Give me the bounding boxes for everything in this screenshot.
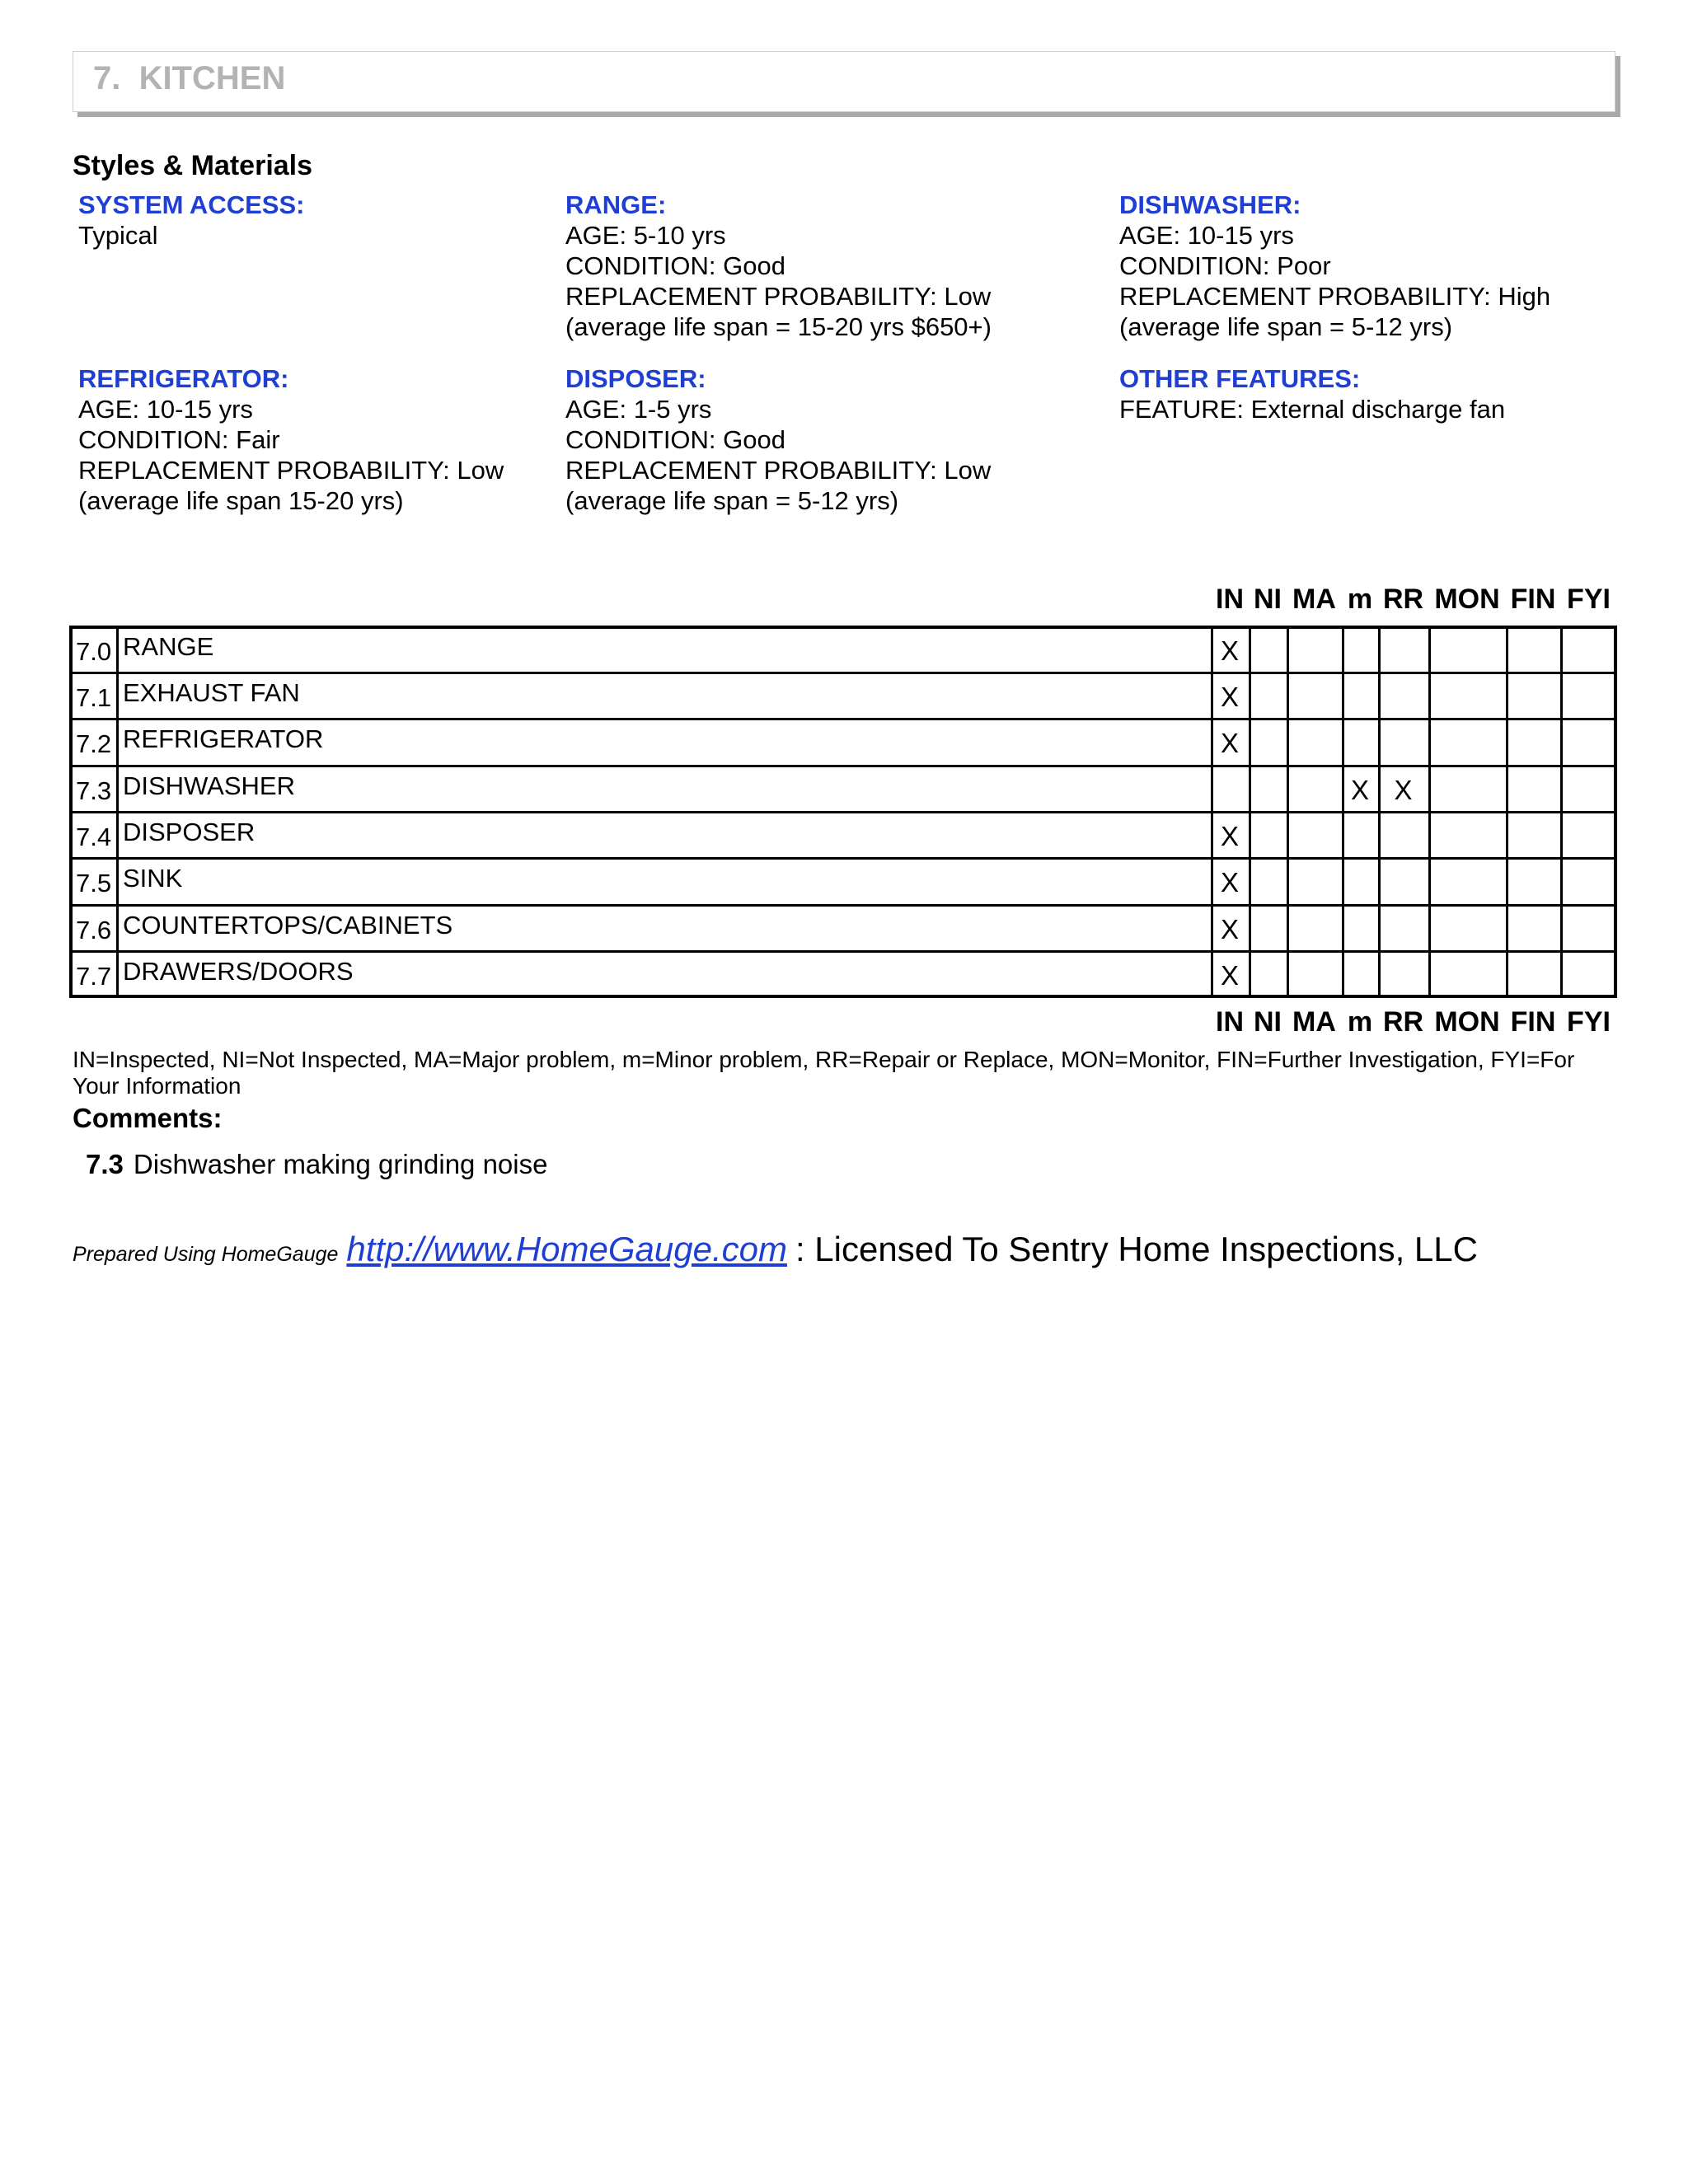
category-line: (average life span 15-20 yrs) [78,486,404,515]
category-line: FEATURE: External discharge fan [1119,395,1506,424]
item-number: 7.1 [76,683,112,712]
comment-text: Dishwasher making grinding noise [133,1149,548,1179]
rating-cell-in[interactable]: X [1220,635,1240,666]
category-title: SYSTEM ACCESS: [78,190,305,219]
category-line: REPLACEMENT PROBABILITY: High [1119,282,1551,311]
category-line: Typical [78,221,158,250]
rating-header-fyi: FYI [1567,583,1611,615]
comment-item [86,1149,547,1180]
category-block [565,190,1109,342]
category-line: CONDITION: Poor [1119,251,1331,280]
item-label: RANGE [123,632,214,661]
styles-materials-heading: Styles & Materials [73,150,313,181]
footer [73,1230,1478,1269]
rating-header-m: m [1347,583,1373,615]
item-label: SINK [123,864,183,893]
item-label: DISPOSER [123,818,256,846]
category-line: AGE: 5-10 yrs [565,221,726,250]
item-number: 7.7 [76,962,112,991]
category-title: RANGE: [565,190,667,219]
rating-header-rr: RR [1382,1006,1424,1038]
category-line: REPLACEMENT PROBABILITY: Low [78,456,504,485]
table-row [73,768,1614,814]
category-title: DISHWASHER: [1119,190,1301,219]
homegauge-link[interactable]: http://www.HomeGauge.com [346,1230,787,1268]
rating-header-ni: NI [1254,1006,1282,1038]
item-number: 7.2 [76,729,112,758]
category-line: CONDITION: Fair [78,425,280,454]
rating-header-fyi: FYI [1567,1006,1611,1038]
table-row [73,629,1614,675]
category-line: AGE: 10-15 yrs [78,395,253,424]
item-number: 7.4 [76,823,112,851]
prepared-using-text: Prepared Using HomeGauge [73,1243,339,1266]
rating-header-fin: FIN [1510,583,1556,615]
comment-number: 7.3 [86,1149,124,1179]
category-line: REPLACEMENT PROBABILITY: Low [565,456,992,485]
table-row [73,954,1614,1001]
item-label: DRAWERS/DOORS [123,957,354,986]
category-title: DISPOSER: [565,364,706,393]
licensed-to-text: : Licensed To Sentry Home Inspections, LLC [795,1230,1478,1268]
item-label: DISHWASHER [123,771,295,800]
category-line: (average life span = 5-12 yrs) [1119,312,1453,341]
rating-cell-in[interactable]: X [1220,682,1240,712]
category-title: OTHER FEATURES: [1119,364,1361,393]
table-row [73,907,1614,954]
category-block [565,363,1109,516]
rating-header-m: m [1347,1006,1373,1038]
rating-header-rr: RR [1382,583,1424,615]
rating-cell-rr[interactable]: X [1394,775,1413,805]
item-number: 7.6 [76,916,112,944]
category-block [78,190,622,251]
rating-header-mon: MON [1434,1006,1500,1038]
item-label: COUNTERTOPS/CABINETS [123,911,453,940]
table-row [73,860,1614,907]
table-row [73,675,1614,721]
table-row [73,814,1614,860]
category-line: CONDITION: Good [565,251,785,280]
category-block [1119,363,1663,424]
rating-cell-in[interactable]: X [1220,728,1240,758]
category-title: REFRIGERATOR: [78,364,289,393]
category-line: REPLACEMENT PROBABILITY: Low [565,282,992,311]
rating-header-mon: MON [1434,583,1500,615]
item-number: 7.0 [76,637,112,666]
category-block [78,363,622,516]
item-label: REFRIGERATOR [123,724,324,753]
item-number: 7.5 [76,869,112,898]
category-line: (average life span = 5-12 yrs) [565,486,899,515]
rating-legend: IN=Inspected, NI=Not Inspected, MA=Major problem, m=Minor problem, RR=Repair or Replace, MON=Monitor, FIN=Further Investigation, FYI=For Your Information [73,1047,1575,1099]
rating-header-fin: FIN [1510,1006,1556,1038]
rating-cell-in[interactable]: X [1220,960,1240,991]
rating-cell-in[interactable]: X [1220,821,1240,851]
rating-header-ni: NI [1254,583,1282,615]
section-header [73,51,1615,112]
rating-header-ma: MA [1292,583,1336,615]
rating-header-in: IN [1216,1006,1244,1038]
rating-header-in: IN [1216,583,1244,615]
category-line: CONDITION: Good [565,425,785,454]
category-block [1119,190,1663,342]
category-line: AGE: 10-15 yrs [1119,221,1294,250]
inspection-table [69,626,1617,998]
category-line: (average life span = 15-20 yrs $650+) [565,312,992,341]
category-line: AGE: 1-5 yrs [565,395,712,424]
rating-cell-m[interactable]: X [1350,775,1370,805]
rating-cell-in[interactable]: X [1220,914,1240,944]
rating-header-ma: MA [1292,1006,1336,1038]
section-title: 7. KITCHEN [93,60,286,96]
item-label: EXHAUST FAN [123,678,300,707]
comments-heading: Comments: [73,1103,223,1133]
rating-cell-in[interactable]: X [1220,867,1240,898]
table-row [73,721,1614,768]
item-number: 7.3 [76,776,112,805]
